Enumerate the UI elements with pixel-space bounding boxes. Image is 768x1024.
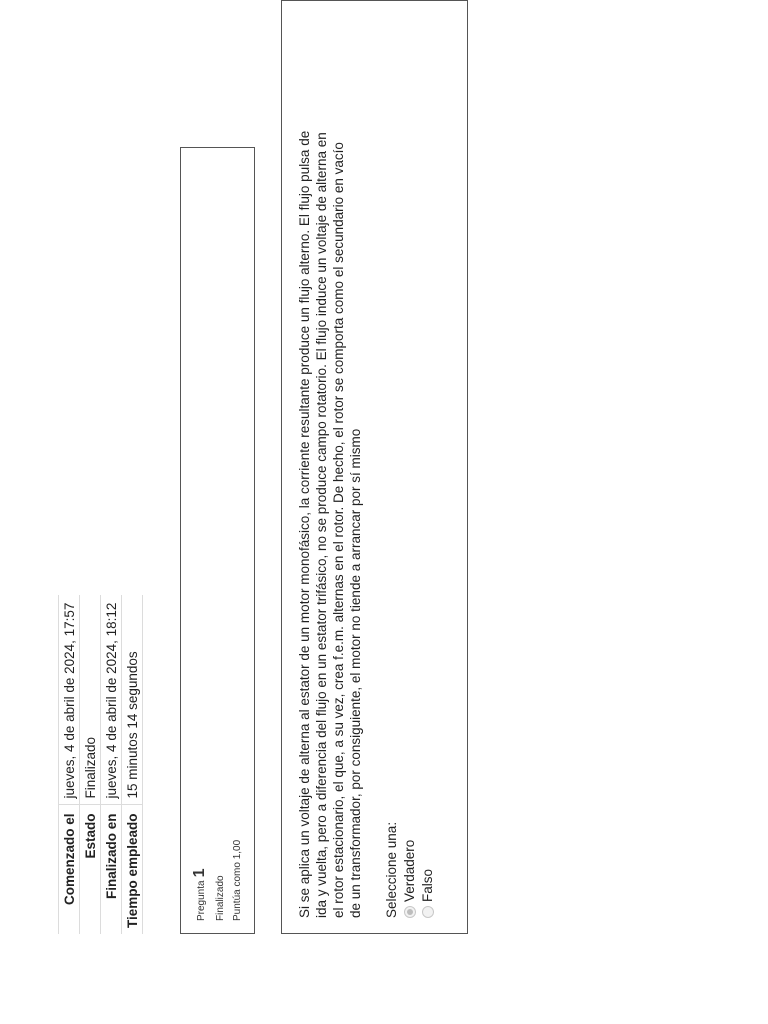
question-state: Finalizado xyxy=(215,875,226,921)
radio-button-selected[interactable] xyxy=(404,906,416,918)
question-number-value: 1 xyxy=(191,868,208,878)
question-text: Si se aplica un voltaje de alterna al estator de un motor monofásico, la corriente resultante produce un flujo alterno. El flujo pulsa de ida y vuelta, pero a diferencia del flujo en un estator trifásico, no se produce campo rotatorio. El flujo induce un voltaje de alterna en el rotor estacionario, el que, a su vez, crea f.e.m. alternas en el rotor. De hecho, el rotor se comporta como el secundario en vacío de un transformador, por consiguiente, el motor no tiende a arrancar por sí mismo xyxy=(297,130,363,918)
answer-option-label: Verdadero xyxy=(402,839,417,902)
question-label: Pregunta xyxy=(196,880,207,921)
summary-value: 15 minutos 14 segundos xyxy=(122,595,143,805)
summary-row-finished xyxy=(101,595,122,934)
question-grade: Puntúa como 1,00 xyxy=(232,839,243,921)
summary-value: jueves, 4 de abril de 2024, 17:57 xyxy=(59,595,80,805)
summary-label: Tiempo empleado xyxy=(125,813,140,928)
answer-option-label: Falso xyxy=(420,868,435,902)
summary-row-started xyxy=(59,595,80,934)
question-content-box xyxy=(281,0,468,934)
summary-label: Finalizado en xyxy=(104,813,119,899)
question-number xyxy=(191,160,209,921)
summary-row-time-taken xyxy=(122,595,143,934)
summary-value: Finalizado xyxy=(80,595,101,805)
attempt-summary-table xyxy=(58,595,143,934)
summary-value: jueves, 4 de abril de 2024, 18:12 xyxy=(101,595,122,805)
answer-option-false[interactable] xyxy=(420,16,435,918)
radio-button[interactable] xyxy=(422,906,434,918)
summary-label: Estado xyxy=(83,813,98,859)
summary-label: Comenzado el xyxy=(62,813,77,905)
answer-option-true[interactable] xyxy=(402,16,417,918)
question-info-box xyxy=(180,147,255,934)
answer-prompt: Seleccione una: xyxy=(384,821,399,918)
summary-row-state xyxy=(80,595,101,934)
